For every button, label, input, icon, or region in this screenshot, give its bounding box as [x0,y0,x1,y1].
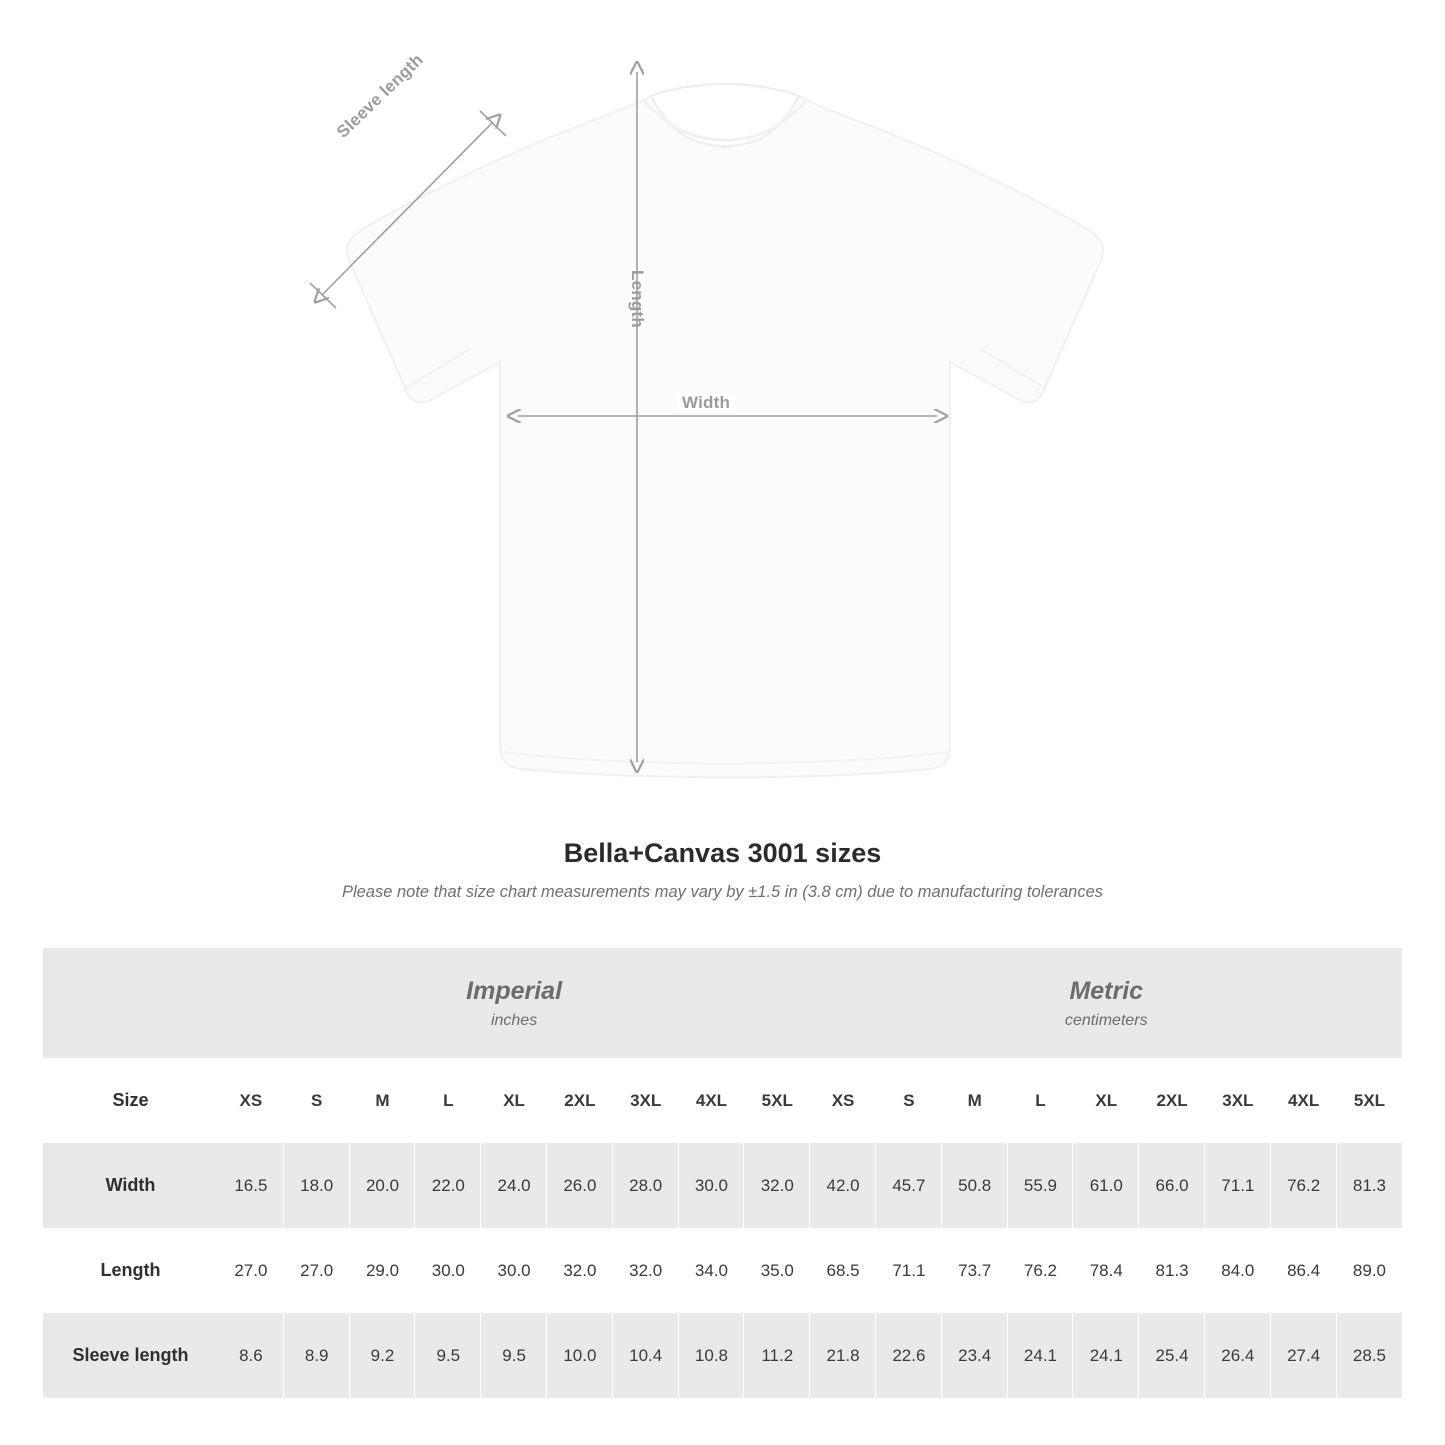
cell-length-imp-s: 27.0 [284,1228,350,1313]
cell-width-imp-xs: 16.5 [218,1143,284,1228]
cell-length-met-4xl: 86.4 [1271,1228,1337,1313]
cell-width-imp-4xl: 30.0 [679,1143,745,1228]
cell-sleeve-imp-2xl: 10.0 [547,1313,613,1398]
cell-width-imp-3xl: 28.0 [613,1143,679,1228]
cell-length-met-xs: 68.5 [810,1228,876,1313]
size-header-met-4xl: 4XL [1271,1058,1337,1143]
cell-length-imp-m: 29.0 [350,1228,416,1313]
cell-length-imp-l: 30.0 [415,1228,481,1313]
size-header-met-l: L [1008,1058,1074,1143]
cell-length-met-2xl: 81.3 [1139,1228,1205,1313]
cell-sleeve-met-l: 24.1 [1008,1313,1074,1398]
cell-length-met-5xl: 89.0 [1337,1228,1403,1313]
cell-length-imp-3xl: 32.0 [613,1228,679,1313]
unit-group-metric [810,948,1402,1058]
title-block [0,838,1445,902]
cell-length-imp-4xl: 34.0 [679,1228,745,1313]
cell-length-imp-5xl: 35.0 [744,1228,810,1313]
cell-width-imp-m: 20.0 [350,1143,416,1228]
length-label: Length [628,270,647,328]
row-label-length: Length [43,1228,218,1313]
cell-sleeve-met-3xl: 26.4 [1205,1313,1271,1398]
size-header-imp-xl: XL [481,1058,547,1143]
size-header-imp-xs: XS [218,1058,284,1143]
size-header-met-xs: XS [810,1058,876,1143]
unit-header-row [43,948,1402,1058]
cell-sleeve-met-xs: 21.8 [810,1313,876,1398]
cell-length-imp-xs: 27.0 [218,1228,284,1313]
cell-sleeve-met-s: 22.6 [876,1313,942,1398]
cell-length-met-l: 76.2 [1008,1228,1074,1313]
size-header-label: Size [43,1058,218,1143]
size-table [43,948,1402,1398]
cell-length-met-s: 71.1 [876,1228,942,1313]
cell-sleeve-imp-5xl: 11.2 [744,1313,810,1398]
cell-length-imp-xl: 30.0 [481,1228,547,1313]
cell-sleeve-met-4xl: 27.4 [1271,1313,1337,1398]
width-label: Width [676,393,736,413]
size-header-imp-s: S [284,1058,350,1143]
cell-width-met-l: 55.9 [1008,1143,1074,1228]
cell-width-imp-xl: 24.0 [481,1143,547,1228]
cell-sleeve-imp-xl: 9.5 [481,1313,547,1398]
cell-width-met-2xl: 66.0 [1139,1143,1205,1228]
cell-sleeve-met-5xl: 28.5 [1337,1313,1403,1398]
unit-group-imperial [218,948,810,1058]
cell-sleeve-imp-3xl: 10.4 [613,1313,679,1398]
cell-sleeve-imp-xs: 8.6 [218,1313,284,1398]
size-header-met-xl: XL [1073,1058,1139,1143]
cell-width-met-5xl: 81.3 [1337,1143,1403,1228]
cell-sleeve-imp-s: 8.9 [284,1313,350,1398]
cell-sleeve-imp-l: 9.5 [415,1313,481,1398]
cell-length-met-xl: 78.4 [1073,1228,1139,1313]
cell-width-imp-2xl: 26.0 [547,1143,613,1228]
cell-width-met-xl: 61.0 [1073,1143,1139,1228]
sleeve-length-label: Sleeve length [333,50,427,142]
size-table-wrapper [43,948,1402,1398]
size-header-imp-l: L [415,1058,481,1143]
cell-length-imp-2xl: 32.0 [547,1228,613,1313]
size-header-met-5xl: 5XL [1337,1058,1403,1143]
cell-width-imp-s: 18.0 [284,1143,350,1228]
size-header-imp-m: M [350,1058,416,1143]
cell-width-met-xs: 42.0 [810,1143,876,1228]
size-header-imp-4xl: 4XL [679,1058,745,1143]
cell-width-imp-l: 22.0 [415,1143,481,1228]
table-row [43,1228,1402,1313]
size-header-met-2xl: 2XL [1139,1058,1205,1143]
size-header-row [43,1058,1402,1143]
cell-width-met-4xl: 76.2 [1271,1143,1337,1228]
tolerance-note: Please note that size chart measurements may vary by ±1.5 in (3.8 cm) due to manufacturing tolerances [341,883,1104,901]
cell-width-met-3xl: 71.1 [1205,1143,1271,1228]
row-label-sleeve-length: Sleeve length [43,1313,218,1398]
page-title: Bella+Canvas 3001 sizes [563,838,882,868]
cell-width-met-s: 45.7 [876,1143,942,1228]
unit-header-spacer [43,948,218,1058]
unit-group-metric-name: Metric [1069,977,1144,1006]
size-header-imp-3xl: 3XL [613,1058,679,1143]
cell-length-met-m: 73.7 [942,1228,1008,1313]
cell-sleeve-met-m: 23.4 [942,1313,1008,1398]
cell-width-imp-5xl: 32.0 [744,1143,810,1228]
size-header-imp-5xl: 5XL [744,1058,810,1143]
size-header-imp-2xl: 2XL [547,1058,613,1143]
size-header-met-s: S [876,1058,942,1143]
unit-group-imperial-sub: inches [490,1011,538,1029]
cell-sleeve-imp-m: 9.2 [350,1313,416,1398]
cell-width-met-m: 50.8 [942,1143,1008,1228]
cell-sleeve-met-2xl: 25.4 [1139,1313,1205,1398]
cell-length-met-3xl: 84.0 [1205,1228,1271,1313]
table-row [43,1143,1402,1228]
size-header-met-3xl: 3XL [1205,1058,1271,1143]
row-label-width: Width [43,1143,218,1228]
size-header-met-m: M [942,1058,1008,1143]
unit-group-imperial-name: Imperial [466,977,563,1006]
unit-group-metric-sub: centimeters [1064,1011,1148,1029]
cell-sleeve-met-xl: 24.1 [1073,1313,1139,1398]
cell-sleeve-imp-4xl: 10.8 [679,1313,745,1398]
table-row [43,1313,1402,1398]
